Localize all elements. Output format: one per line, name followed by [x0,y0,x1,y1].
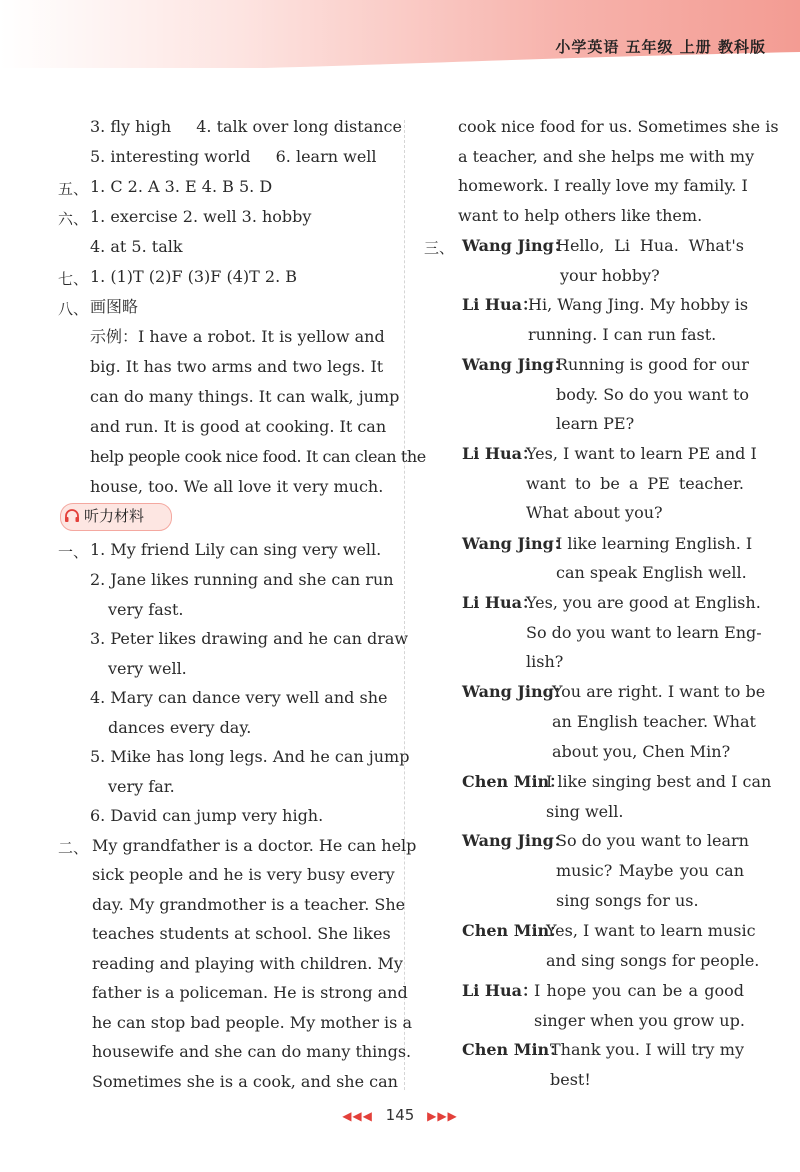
right-arrows-icon: ▶▶▶ [427,1109,458,1123]
dialogue-line: lish? [526,652,564,671]
passage-line: day. My grandmother is a teacher. She [92,895,406,914]
section-mark-7: 七、 [58,270,89,288]
answer-item: 5. interesting world [90,147,251,166]
section-mark-8: 八、 [58,300,89,318]
section-mark-6: 六、 [58,210,89,228]
dialogue-line: Yes, you are good at English. [526,593,761,612]
passage-line: a teacher, and she helps me with my [458,147,755,166]
listening-item-cont: very well. [108,659,187,678]
answer-item: 3. fly high [90,117,172,136]
dialogue-line: want to be a PE teacher. [526,474,744,493]
answer-item: 4. talk over long distance [196,117,402,136]
dialogue-line: What about you? [526,503,663,522]
section-6-answers-2: 4. at 5. talk [90,237,183,256]
left-arrows-icon: ◀◀◀ [342,1109,373,1123]
answer-item: 6. learn well [275,147,377,166]
section-mark-l3: 三、 [424,239,455,257]
speaker-label: Li Hua： [462,444,539,463]
speaker-label: Wang Jing： [462,236,570,255]
example-line: and run. It is good at cooking. It can [90,417,387,436]
passage-line: My grandfather is a doctor. He can help [92,836,417,855]
section-mark-5: 五、 [58,180,89,198]
listening-item-cont: very fast. [108,600,184,619]
dialogue-line: sing well. [546,802,624,821]
passage-line: father is a policeman. He is strong and [92,983,408,1002]
speaker-label: Wang Jing： [462,682,570,701]
section-mark-l2: 二、 [58,839,89,857]
answer-row [90,112,402,142]
passage-line: homework. I really love my family. I [458,176,748,195]
dialogue-line: So do you want to learn Eng- [526,623,762,642]
dialogue-line: Yes, I want to learn music [546,921,756,940]
example-line: can do many things. It can walk, jump [90,387,400,406]
dialogue-line: your hobby? [560,266,660,285]
listening-item: 4. Mary can dance very well and she [90,688,388,707]
dialogue-line: about you, Chen Min? [552,742,731,761]
speaker-label: Wang Jing： [462,355,570,374]
speaker-label: Chen Min： [462,1040,566,1059]
speaker-label: Li Hua： [462,295,539,314]
speaker-label: Chen Min： [462,921,566,940]
answer-row [90,142,377,172]
dialogue-line: Hi, Wang Jing. My hobby is [528,295,749,314]
dialogue-line: I hope you can be a good [534,981,744,1000]
speaker-label: Wang Jing： [462,831,570,850]
dialogue-line: So do you want to learn [556,831,749,850]
dialogue-line: Running is good for our [556,355,749,374]
dialogue-line: Yes, I want to learn PE and I [526,444,757,463]
passage-line: housewife and she can do many things. [92,1042,412,1061]
listening-item-cont: very far. [108,777,175,796]
dialogue-line: an English teacher. What [552,712,756,731]
dialogue-line: music? Maybe you can [556,861,744,880]
dialogue-line: singer when you grow up. [534,1011,745,1030]
passage-line: reading and playing with children. My [92,954,403,973]
listening-section-title: 听力材料 [84,507,145,525]
dialogue-line: body. So do you want to [556,385,750,404]
section-8-note: 画图略 [90,297,139,316]
passage-line: want to help others like them. [458,206,703,225]
listening-item: 2. Jane likes running and she can run [90,570,394,589]
page-footer [0,1106,800,1124]
dialogue-line: and sing songs for people. [546,951,760,970]
dialogue-line: learn PE? [556,414,635,433]
column-divider [404,120,405,1090]
listening-item: 1. My friend Lily can sing very well. [90,540,382,559]
listening-item: 5. Mike has long legs. And he can jump [90,747,410,766]
dialogue-line: running. I can run fast. [528,325,717,344]
passage-line: teaches students at school. She likes [92,924,391,943]
headphones-icon [64,509,80,523]
example-line: 示例：I have a robot. It is yellow and [90,327,385,346]
passage-line: cook nice food for us. Sometimes she is [458,117,779,136]
listening-item: 6. David can jump very high. [90,806,324,825]
section-mark-l1: 一、 [58,543,89,561]
dialogue-line: sing songs for us. [556,891,699,910]
section-5-answers: 1. C 2. A 3. E 4. B 5. D [90,177,273,196]
passage-line: Sometimes she is a cook, and she can [92,1072,398,1091]
section-7-answers: 1. (1)T (2)F (3)F (4)T 2. B [90,267,298,286]
dialogue-line: can speak English well. [556,563,747,582]
dialogue-line: I like learning English. I [556,534,753,553]
example-line: big. It has two arms and two legs. It [90,357,384,376]
listening-item-cont: dances every day. [108,718,252,737]
speaker-label: Li Hua： [462,593,539,612]
example-line: house, too. We all love it very much. [90,477,384,496]
example-line: help people cook nice food. It can clean the [90,447,426,466]
page-number: 145 [385,1106,415,1124]
dialogue-line: best! [550,1070,591,1089]
speaker-label: Chen Min： [462,772,566,791]
listening-item: 3. Peter likes drawing and he can draw [90,629,409,648]
dialogue-line: Thank you. I will try my [550,1040,744,1059]
passage-line: he can stop bad people. My mother is a [92,1013,413,1032]
passage-line: sick people and he is very busy every [92,865,395,884]
section-6-answers-1: 1. exercise 2. well 3. hobby [90,207,312,226]
speaker-label: Li Hua： [462,981,539,1000]
speaker-label: Wang Jing： [462,534,570,553]
dialogue-line: I like singing best and I can [546,772,772,791]
book-title: 小学英语 五年级 上册 教科版 [555,38,766,56]
dialogue-line: Hello, Li Hua. What's [556,236,744,255]
dialogue-line: You are right. I want to be [552,682,766,701]
